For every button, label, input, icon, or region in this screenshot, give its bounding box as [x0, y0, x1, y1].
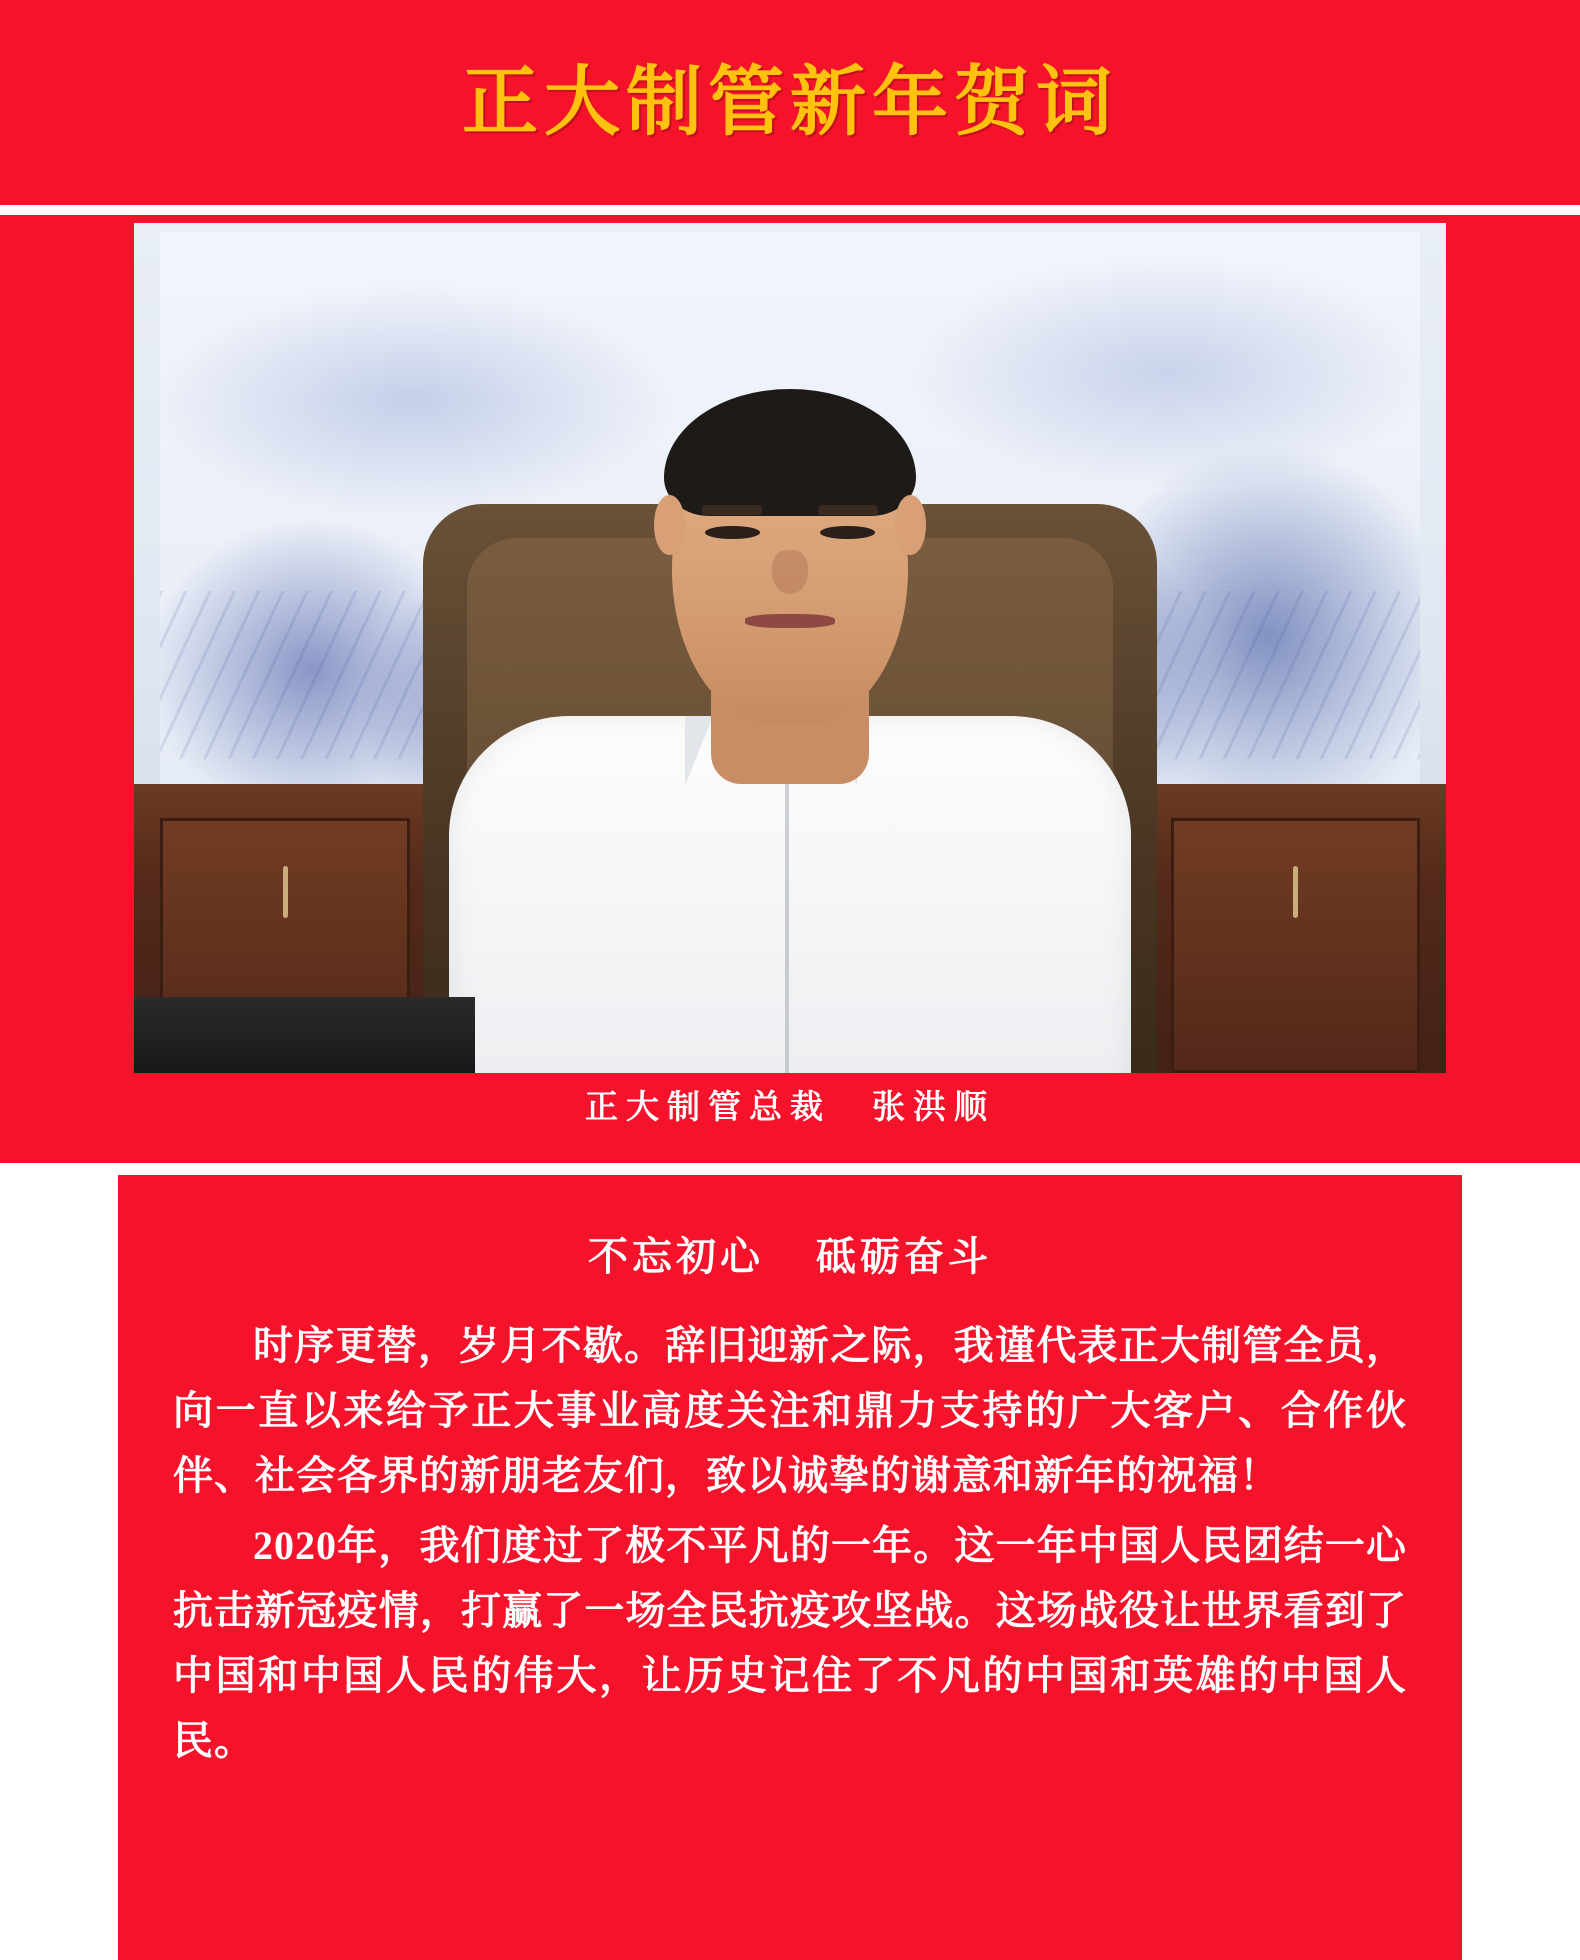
divider-band-middle — [0, 1163, 1580, 1175]
photo-caption: 正大制管总裁 张洪顺 — [585, 1090, 995, 1126]
photo-scene — [134, 223, 1446, 1073]
president-photo — [134, 223, 1446, 1073]
slogan-left: 不忘初心 — [588, 1234, 764, 1279]
margin-right — [1462, 1175, 1580, 1960]
ear-right — [895, 495, 926, 555]
shirt-placket — [785, 750, 789, 1073]
desk-corner — [134, 997, 475, 1074]
paragraph-1: 时序更替，岁月不歇。辞旧迎新之际，我谨代表正大制管全员，向一直以来给予正大事业高度关注和鼎力支持的广大客户、合作伙伴、社会各界的新朋老友们，致以诚挚的谢意和新年的祝福！ — [173, 1323, 1407, 1498]
person-figure — [134, 223, 1446, 1073]
slogan-line — [173, 1225, 1407, 1282]
page-title: 正大制管新年贺词 — [462, 60, 1118, 145]
greeting-body — [118, 1175, 1462, 1960]
eyebrow-right — [818, 505, 878, 514]
ear-left — [654, 495, 685, 555]
paragraph-2: 2020年，我们度过了极不平凡的一年。这一年中国人民团结一心抗击新冠疫情，打赢了一场全民抗疫攻坚战。这场战役让世界看到了中国和中国人民的伟大，让历史记住了不凡的中国和英雄的中国人民。 — [173, 1523, 1407, 1763]
collar-left — [685, 716, 713, 786]
title-banner — [0, 0, 1580, 205]
photo-card — [118, 215, 1462, 1165]
hair — [664, 389, 916, 517]
divider-band-top — [0, 205, 1580, 215]
eyebrow-left — [702, 505, 762, 514]
mouth — [745, 614, 834, 628]
slogan-right: 砥砺奋斗 — [816, 1234, 992, 1279]
eye-left — [705, 526, 760, 540]
eye-right — [820, 526, 875, 540]
margin-left — [0, 1175, 118, 1960]
